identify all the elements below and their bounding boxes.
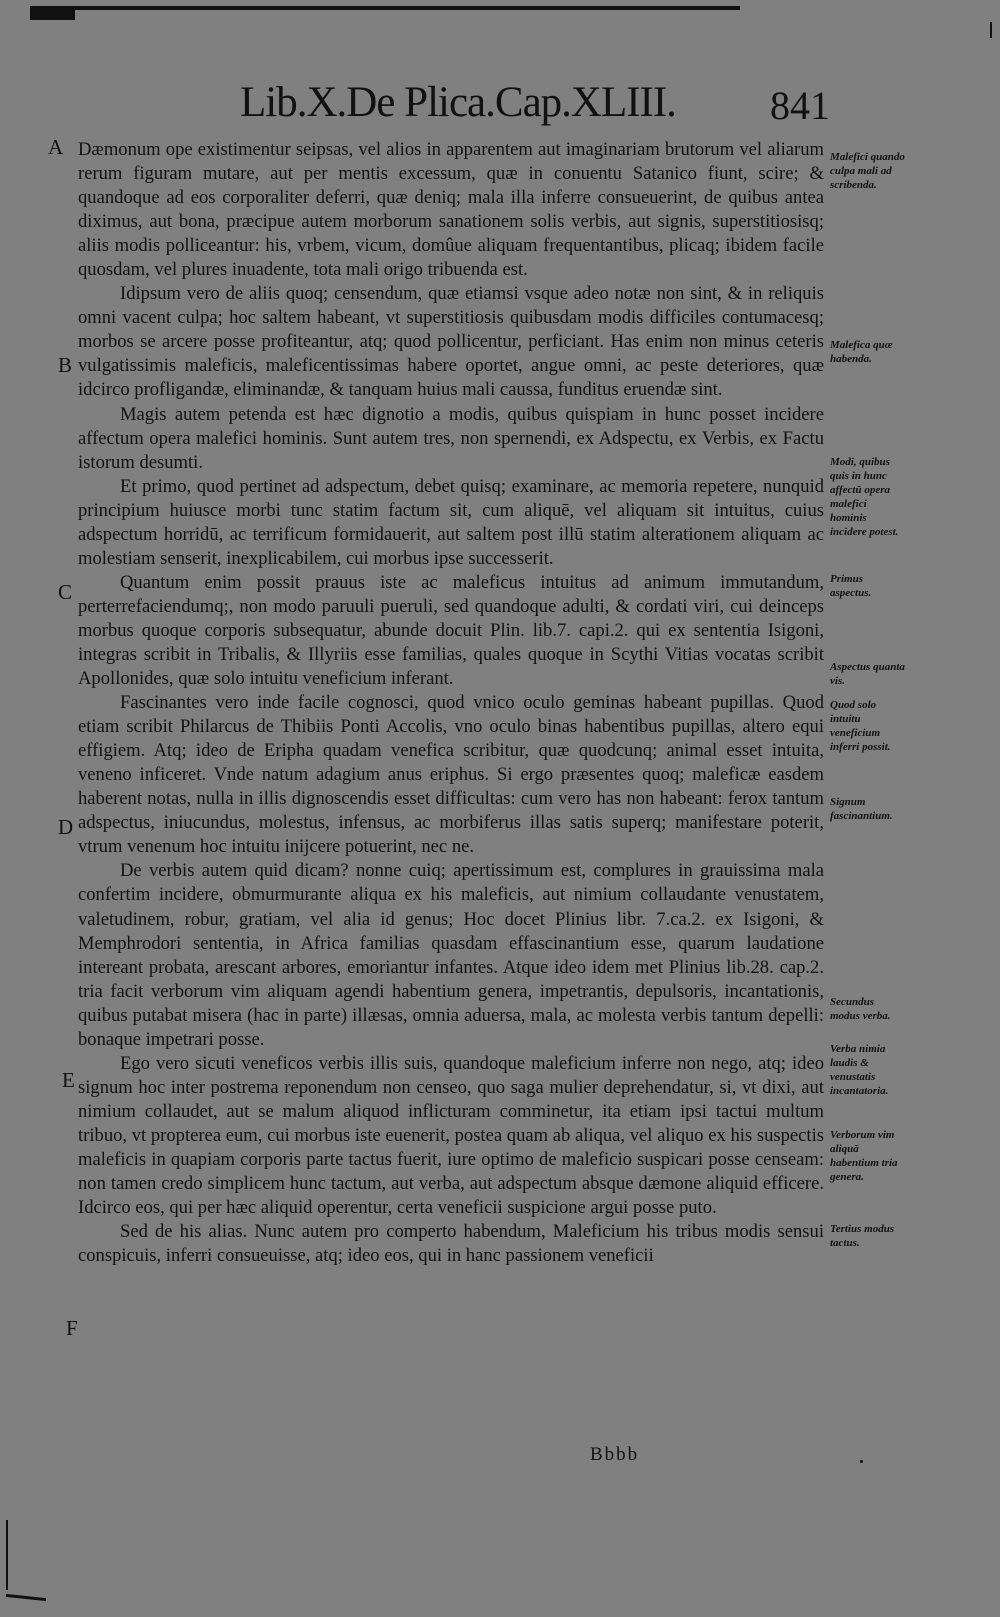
margin-note: Verba nimia laudis & venustatis incantatoria. [830, 1043, 889, 1097]
paragraph: Magis autem petenda est hæc dignotio a modis, quibus quispiam in hunc posset incidere affectum opera malefici hominis. Sunt autem tres, non spernendi, ex Adspectu, ex Verbis, ex Factu istorum desumti. [78, 403, 824, 473]
margin-note: Modi, quibus quis in hunc affectū opera malefici hominis incidere potest. [830, 456, 899, 538]
corner-mark-base [6, 1594, 46, 1601]
top-rule-tick [30, 10, 75, 20]
section-letter-e: E [62, 1068, 75, 1092]
margin-note: Verborum vim aliquā habentium tria genera. [830, 1129, 898, 1183]
margin-note: Malefici quando culpa mali ad scribenda. [830, 151, 905, 191]
page-header [0, 78, 1000, 134]
margin-note: Malefica quæ habenda. [830, 339, 893, 365]
paragraph: Fascinantes vero inde facile cognosci, quod vnico oculo geminas habeant pupillas. Quod etiam scribit Philarcus de Thibiis Ponti Accolis, vno oculo binas habentibus pupillas, altero equi effigiem. Atq; ideo de Eripha quadam venefica scribitur, quæ quodcunq; animal esset intuita, veneno inficeret. Vnde natum adagium anus eriphus. Si ergo præsentes quoq; maleficæ easdem haberent notas, nulla in illis dignoscendis esset difficultas: cum vero has non habeant: ferox tantum adspectus, iniucundus, molestus, infensus, ac morbiferus illas satis superq; manifestare poterit, vtrum venenum hoc intuitu inijcere potuerint, nec ne. [78, 692, 824, 858]
running-head: Lib.X.De Plica.Cap.XLIII. [240, 79, 676, 126]
paragraph: Et primo, quod pertinet ad adspectum, debet quisq; examinare, ac memoria repetere, nunquid principium huiusce morbi tunc statim factum sit, cum aliquē, vel aliquam sit intuitus, cuius adspectum horridū, ac terrificum formidauerit, aut saltem post illū statim alterationem aliquam ac molestiam senserit, inexplicabilem, cui morbus ipse successerit. [78, 475, 824, 569]
margin-note: Tertius modus tactus. [830, 1223, 895, 1249]
section-letter-a: A [48, 135, 64, 159]
corner-mark [6, 1520, 8, 1590]
section-letter-f: F [66, 1316, 78, 1340]
paragraph: De verbis autem quid dicam? nonne cuiq; apertissimum est, complures in grauissima mala confertim incidere, obmurmurante aliqua ex his maleficis, aut nimium collaudante venustatem, valetudinem, robur, gratiam, vel alia id genus; Hoc docet Plinius libr. 7.ca.2. ex Isigoni, & Memphrodori sententia, in Africa familias quasdam effascinantium esse, quarum laudatione intereant probata, arescant arbores, emoriantur infantes. Atque ideo idem met Plinius lib.28. cap.2. tria facit verborum vim aliquam agendi habentium genera, impetrantis, depulsoris, incantationis, quibus putabat misera (hac in parte) illæsas, omnia aduersa, mala, ac molesta verbis tantum depelli: bonaque impetrari posse. [78, 860, 824, 1050]
top-rule [30, 6, 740, 10]
ink-dot [860, 1460, 863, 1463]
margin-note: Aspectus quanta vis. [830, 661, 905, 687]
paragraph: Idipsum vero de aliis quoq; censendum, quæ etiamsi vsque adeo notæ non sint, & in reliquis omni vacent culpa; hoc saltem habeant, vt superstitiosis quibusdam modis difficiles contumacesq; morbos se arcere posse profiteantur, atq; quod pollicentur, perficiant. Has enim non minus ceteris vulgatissimis maleficis, maleficentissimas habere oportet, angue omni, ac peste deteriores, quæ idcirco profligandæ, eliminandæ, & tanquam huius mali caussa, funditus eruendæ sint. [78, 283, 824, 401]
main-text [78, 138, 824, 1268]
paragraph: Quantum enim possit prauus iste ac maleficus intuitus ad animum immutandum, perterrefaciendumq;, non modo paruuli pueruli, sed quandoque adulti, & cordati viri, cui deinceps morbus quoque corporis subsequatur, abunde docuit Plin. lib.7. capi.2. qui ex sententia Isigoni, integras scribit in Tribalis, & Illyriis esse familias, quales quoque in Scythi Vitias vocatas scribit Apollonides, quæ solo intuitu veneficium inferant. [78, 571, 824, 690]
section-letter-d: D [58, 815, 74, 839]
page-number: 841 [770, 83, 830, 128]
section-letter-b: B [58, 353, 73, 377]
margin-note: Primus aspectus. [830, 573, 872, 599]
margin-note: Quod solo intuitu veneficium inferri possit. [830, 699, 891, 753]
margin-note: Signum fascinantium. [830, 796, 893, 822]
paragraph: Sed de his alias. Nunc autem pro comperto habendum, Maleficium his tribus modis sensui conspicuis, inferri consueuisse, atq; ideo eos, qui in hanc passionem veneficii [78, 1221, 824, 1267]
section-letter-c: C [58, 580, 73, 604]
paragraph: Dæmonum ope existimentur seipsas, vel alios in apparentem aut imaginariam brutorum vel aliarum rerum figuram mutare, aut per mentis excessum, quæ in conuentu Satanico fiunt, scire; & quandoque ad eos corporaliter deferri, quæ deniq; mala illa inferre consueuerint, de quibus antea diximus, aut bona, præcipue autem morborum sanationem solis verbis, aut signis, superstitiosisq; aliis modis polliceantur: his, vrbem, vicum, domûue aliquam frequentantibus, plicaq; ibidem facile quosdam, vel plures inuadente, tota mali origo tribuenda est. [78, 139, 824, 281]
paragraph: Ego vero sicuti veneficos verbis illis suis, quandoque maleficium inferre non nego, atq; ideo signum hoc inter postrema reponendum non censeo, quo saga mulier deprehendatur, si, vt dixi, aut nimium collaudet, aut se malum aliquod inflicturam comminetur, ita etiam ipsi tactui multum tribuo, vt propterea eum, cui morbus iste euenerit, postea quam ab aliqua, vel aliquo ex his suspectis maleficis in quapiam corporis parte tactus fuerit, iure optimo de maleficio suspicari posse censeam: non tamen credo simplicem hunc tactum, aut verba, aut adspectum absque dæmone aliquid efficere. Idcirco eos, qui per hæc aliquid operentur, certa veneficii suspicione argui posse puto. [78, 1052, 824, 1219]
signature-mark: Bbbb [590, 1444, 640, 1465]
margin-note: Secundus modus verba. [830, 996, 891, 1022]
edge-mark [990, 22, 992, 38]
